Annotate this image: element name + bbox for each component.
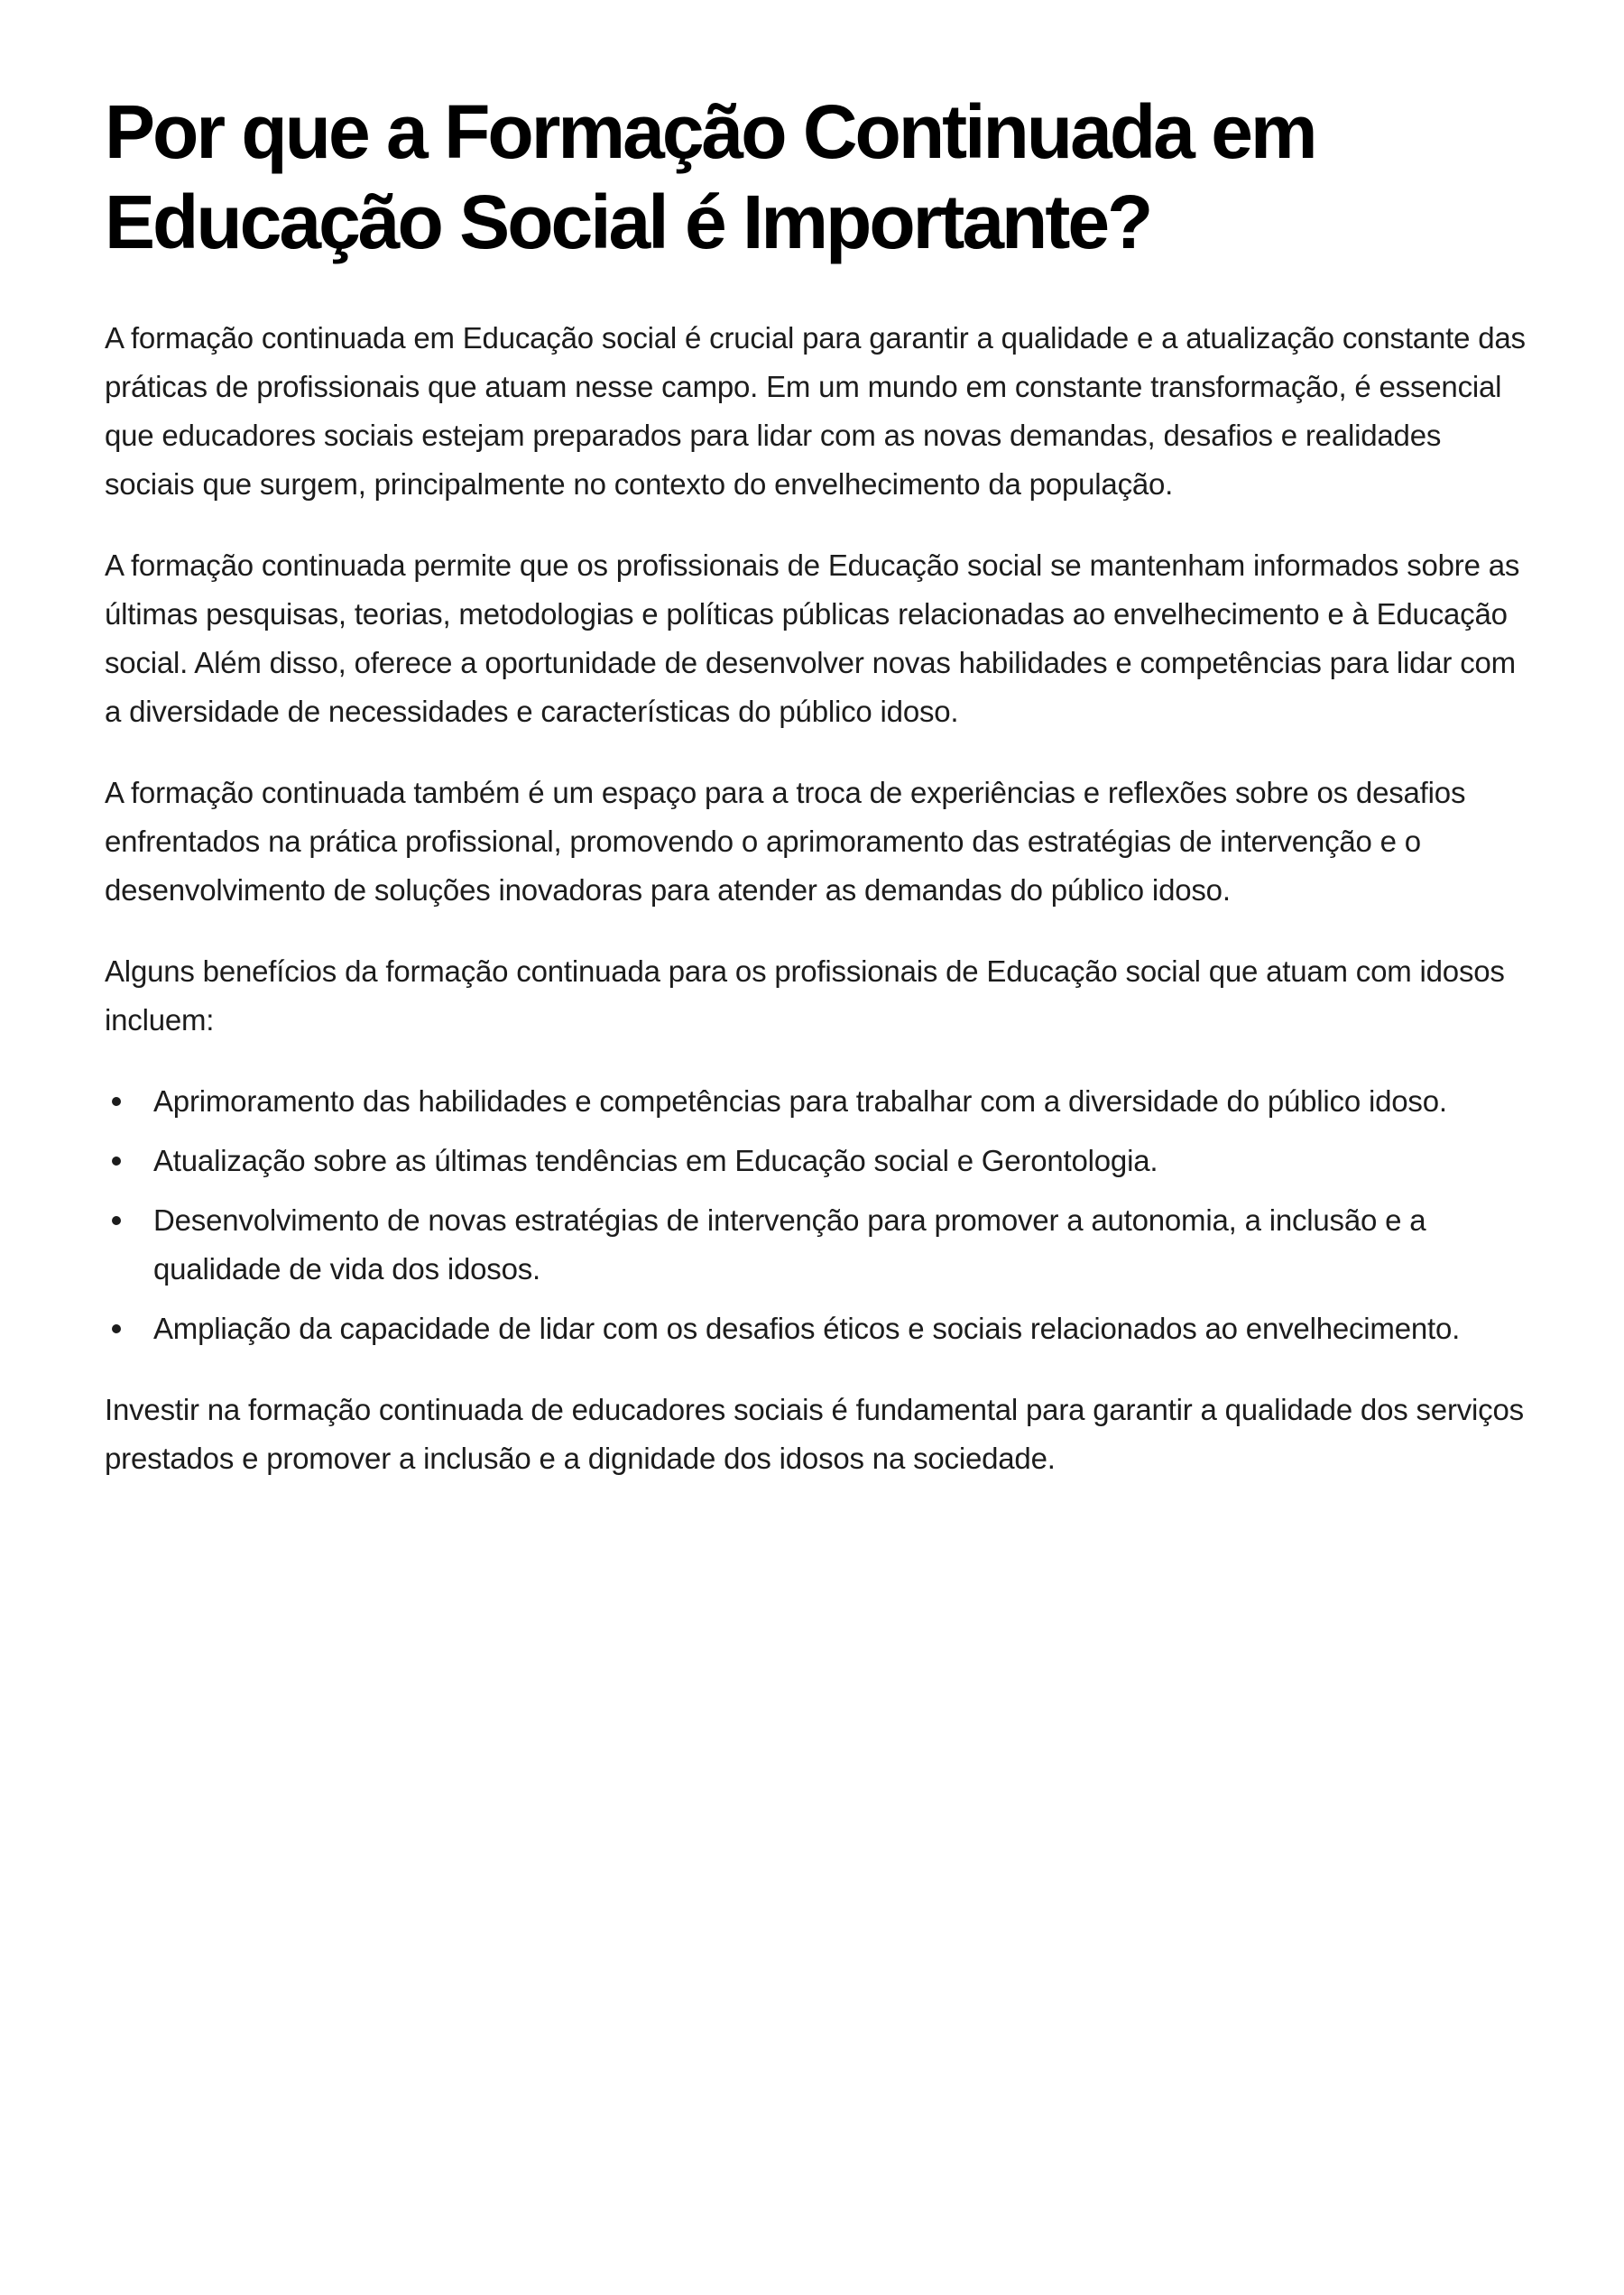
list-item: [105, 1137, 1530, 1185]
document-body: [105, 314, 1530, 1483]
page-title: Por que a Formação Continuada em Educação Social é Importante?: [105, 89, 1315, 264]
paragraph-intro: A formação continuada em Educação social é crucial para garantir a qualidade e a atualização constante das práticas de profissionais que atuam nesse campo. Em um mundo em constante transformação, é essencial que educadores sociais estejam preparados para lidar com as novas demandas, desafios e realidades sociais que surgem, principalmente no contexto do envelhecimento da população.: [105, 321, 1526, 501]
paragraph-updates: A formação continuada permite que os profissionais de Educação social se mantenham informados sobre as últimas pesquisas, teorias, metodologias e políticas públicas relacionadas ao envelhecimento e à Educação social. Além disso, oferece a oportunidade de desenvolver novas habilidades e competências para lidar com a diversidade de necessidades e características do público idoso.: [105, 548, 1520, 728]
bullet-icon: [112, 1157, 121, 1166]
list-item-text: Desenvolvimento de novas estratégias de intervenção para promover a autonomia, a inclusão e a qualidade de vida dos idosos.: [153, 1203, 1426, 1286]
paragraph-exchange: A formação continuada também é um espaço para a troca de experiências e reflexões sobre os desafios enfrentados na prática profissional, promovendo o aprimoramento das estratégias de intervenção e o desenvolvimento de soluções inovadoras para atender as demandas do público idoso.: [105, 776, 1466, 907]
list-item-text: Ampliação da capacidade de lidar com os desafios éticos e sociais relacionados ao envelhecimento.: [153, 1312, 1461, 1345]
bullet-icon: [112, 1097, 121, 1106]
paragraph-conclusion: Investir na formação continuada de educadores sociais é fundamental para garantir a qualidade dos serviços prestados e promover a inclusão e a dignidade dos idosos na sociedade.: [105, 1393, 1524, 1475]
bullet-icon: [112, 1216, 121, 1225]
document-page: [105, 0, 1530, 1516]
list-item-text: Aprimoramento das habilidades e competências para trabalhar com a diversidade do público idoso.: [153, 1084, 1447, 1118]
list-item-text: Atualização sobre as últimas tendências em Educação social e Gerontologia.: [153, 1144, 1158, 1177]
list-item: [105, 1304, 1530, 1353]
list-item: [105, 1077, 1530, 1126]
paragraph-benefits-intro: Alguns benefícios da formação continuada para os profissionais de Educação social que atuam com idosos incluem:: [105, 954, 1505, 1037]
bullet-icon: [112, 1324, 121, 1333]
list-item: [105, 1196, 1530, 1294]
benefits-list: [105, 1077, 1530, 1353]
